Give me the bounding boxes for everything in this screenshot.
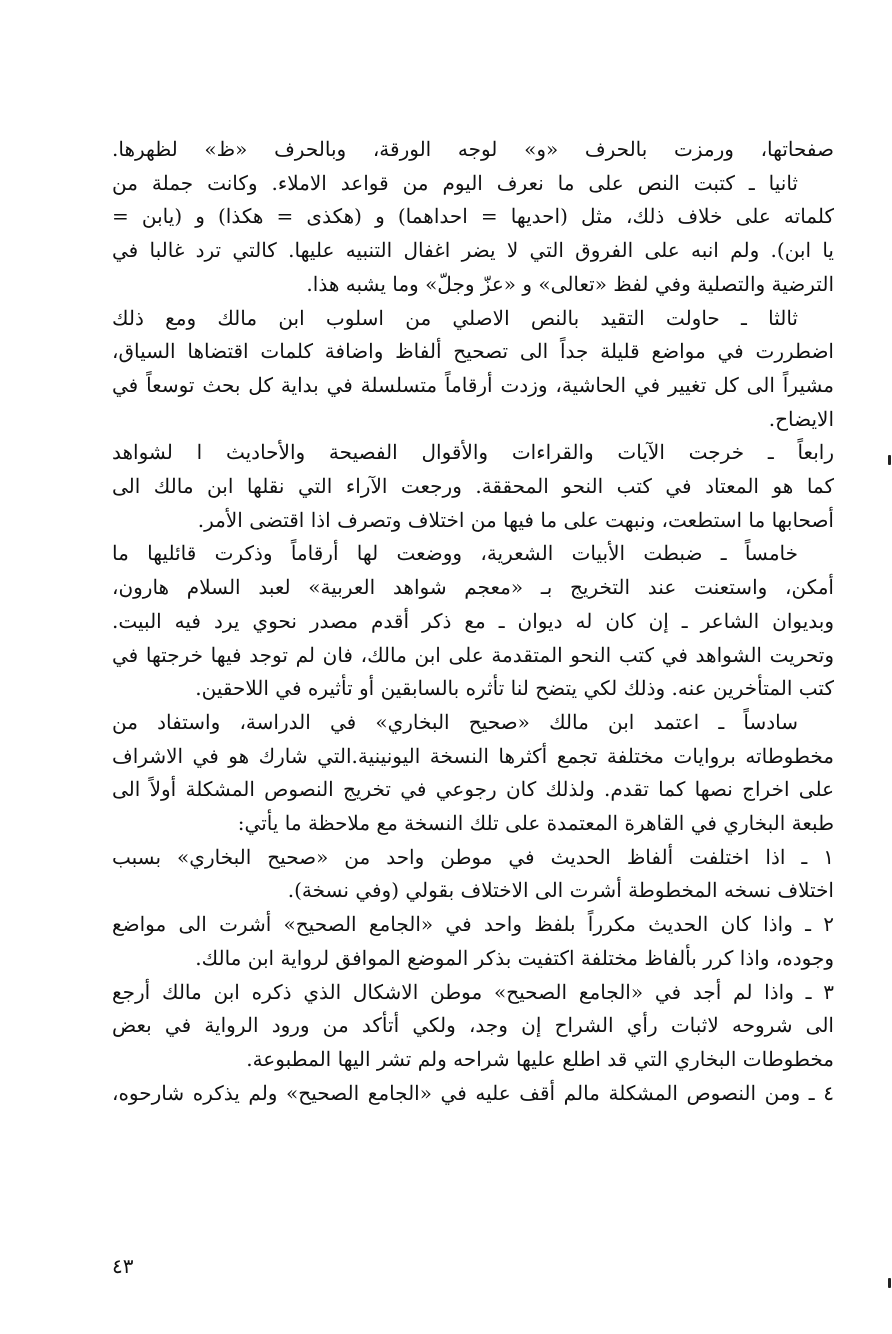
text-line: الترضية والتصلية وفي لفظ «تعالى» و «عزّ وجلّ» وما يشبه هذا. — [306, 271, 834, 296]
text-line: ثانيا ـ كتبت النص على ما نعرف اليوم من قواعد الاملاء. وكانت جملة من — [112, 170, 798, 195]
text-line: مخطوطاته بروايات مختلفة تجمع أكثرها النسخة اليونينية.التي شارك هو في الاشراف — [112, 743, 834, 768]
text-line: سادساً ـ اعتمد ابن مالك «صحيح البخاري» في الدراسة، واستفاد من — [112, 709, 798, 734]
text-line: كلماته على خلاف ذلك، مثل (احديها = احداهما) و (هكذى = هكذا) و (يابن = — [112, 204, 834, 229]
text-line: كما هو المعتاد في كتب النحو المحققة. ورجعت الآراء التي نقلها ابن مالك الى — [112, 474, 834, 499]
text-line: ثالثا ـ حاولت التقيد بالنص الاصلي من اسلوب ابن مالك ومع ذلك — [112, 305, 798, 330]
text-line: وتحريت الشواهد في كتب النحو المتقدمة على ابن مالك، فان لم توجد فيها خرجتها في — [112, 642, 834, 667]
text-line: طبعة البخاري في القاهرة المعتمدة على تلك النسخة مع ملاحظة ما يأتي: — [237, 811, 834, 836]
text-line: اضطررت في مواضع قليلة جداً الى تصحيح ألفاظ واضافة كلمات اقتضاها السياق، — [112, 339, 834, 364]
text-line: أصحابها ما استطعت، ونبهت على ما فيها من اختلاف وتصرف اذا اقتضى الأمر. — [197, 507, 834, 532]
text-line: يا ابن). ولم انبه على الفروق التي لا يضر اغفال التنبيه عليها. كالتي ترد غالبا في — [112, 238, 834, 263]
text-line: كتب المتأخرين عنه. وذلك لكي يتضح لنا تأثره بالسابقين أو تأثيره في اللاحقين. — [195, 676, 834, 701]
text-line: وجوده، واذا كرر بألفاظ مختلفة اكتفيت بذكر الموضع الموافق لرواية ابن مالك. — [195, 945, 834, 970]
text-line: وبديوان الشاعر ـ إن كان له ديوان ـ مع ذكر أقدم مصدر نحوي يرد فيه البيت. — [112, 608, 834, 633]
text-line: ٤ ـ ومن النصوص المشكلة مالم أقف عليه في «الجامع الصحيح» ولم يذكره شارحوه، — [112, 1080, 834, 1105]
text-line: رابعاً ـ خرجت الآيات والقراءات والأقوال الفصيحة والأحاديث ا لشواهد — [112, 440, 834, 465]
scan-mark — [888, 455, 891, 465]
text-line: الى شروحه لاثبات رأي الشراح إن وجد، ولكي أتأكد من ورود الرواية في بعض — [112, 1013, 834, 1038]
text-line: مخطوطات البخاري التي قد اطلع عليها شراحه ولم تشر اليها المطبوعة. — [246, 1046, 834, 1071]
text-line: ٣ ـ واذا لم أجد في «الجامع الصحيح» موطن الاشكال الذي ذكره ابن مالك أرجع — [112, 979, 834, 1004]
text-line: على اخراج نصها كما تقدم. ولذلك كان رجوعي في تخريج النصوص المشكلة أولاً الى — [112, 777, 834, 802]
text-line: مشيراً الى كل تغيير في الحاشية، وزدت أرقاماً متسلسلة في بداية كل بحث توسعاً في — [112, 372, 834, 397]
text-line: ١ ـ اذا اختلفت ألفاظ الحديث في موطن واحد من «صحيح البخاري» بسبب — [112, 844, 834, 869]
page-body-text — [112, 133, 834, 1110]
text-line: خامساً ـ ضبطت الأبيات الشعرية، ووضعت لها أرقاماً وذكرت قائليها ما — [112, 541, 798, 566]
page-number: ٤٣ — [112, 1254, 134, 1278]
scan-mark — [888, 1278, 891, 1288]
text-line: صفحاتها، ورمزت بالحرف «و» لوجه الورقة، وبالحرف «ظ» لظهرها. — [112, 137, 834, 161]
text-line: اختلاف نسخه المخطوطة أشرت الى الاختلاف بقولي (وفي نسخة). — [287, 878, 834, 903]
text-line: الايضاح. — [768, 406, 834, 431]
text-line: ٢ ـ واذا كان الحديث مكرراً بلفظ واحد في «الجامع الصحيح» أشرت الى مواضع — [112, 912, 834, 937]
text-line: أمكن، واستعنت عند التخريج بـ «معجم شواهد العربية» لعبد السلام هارون، — [112, 575, 834, 600]
